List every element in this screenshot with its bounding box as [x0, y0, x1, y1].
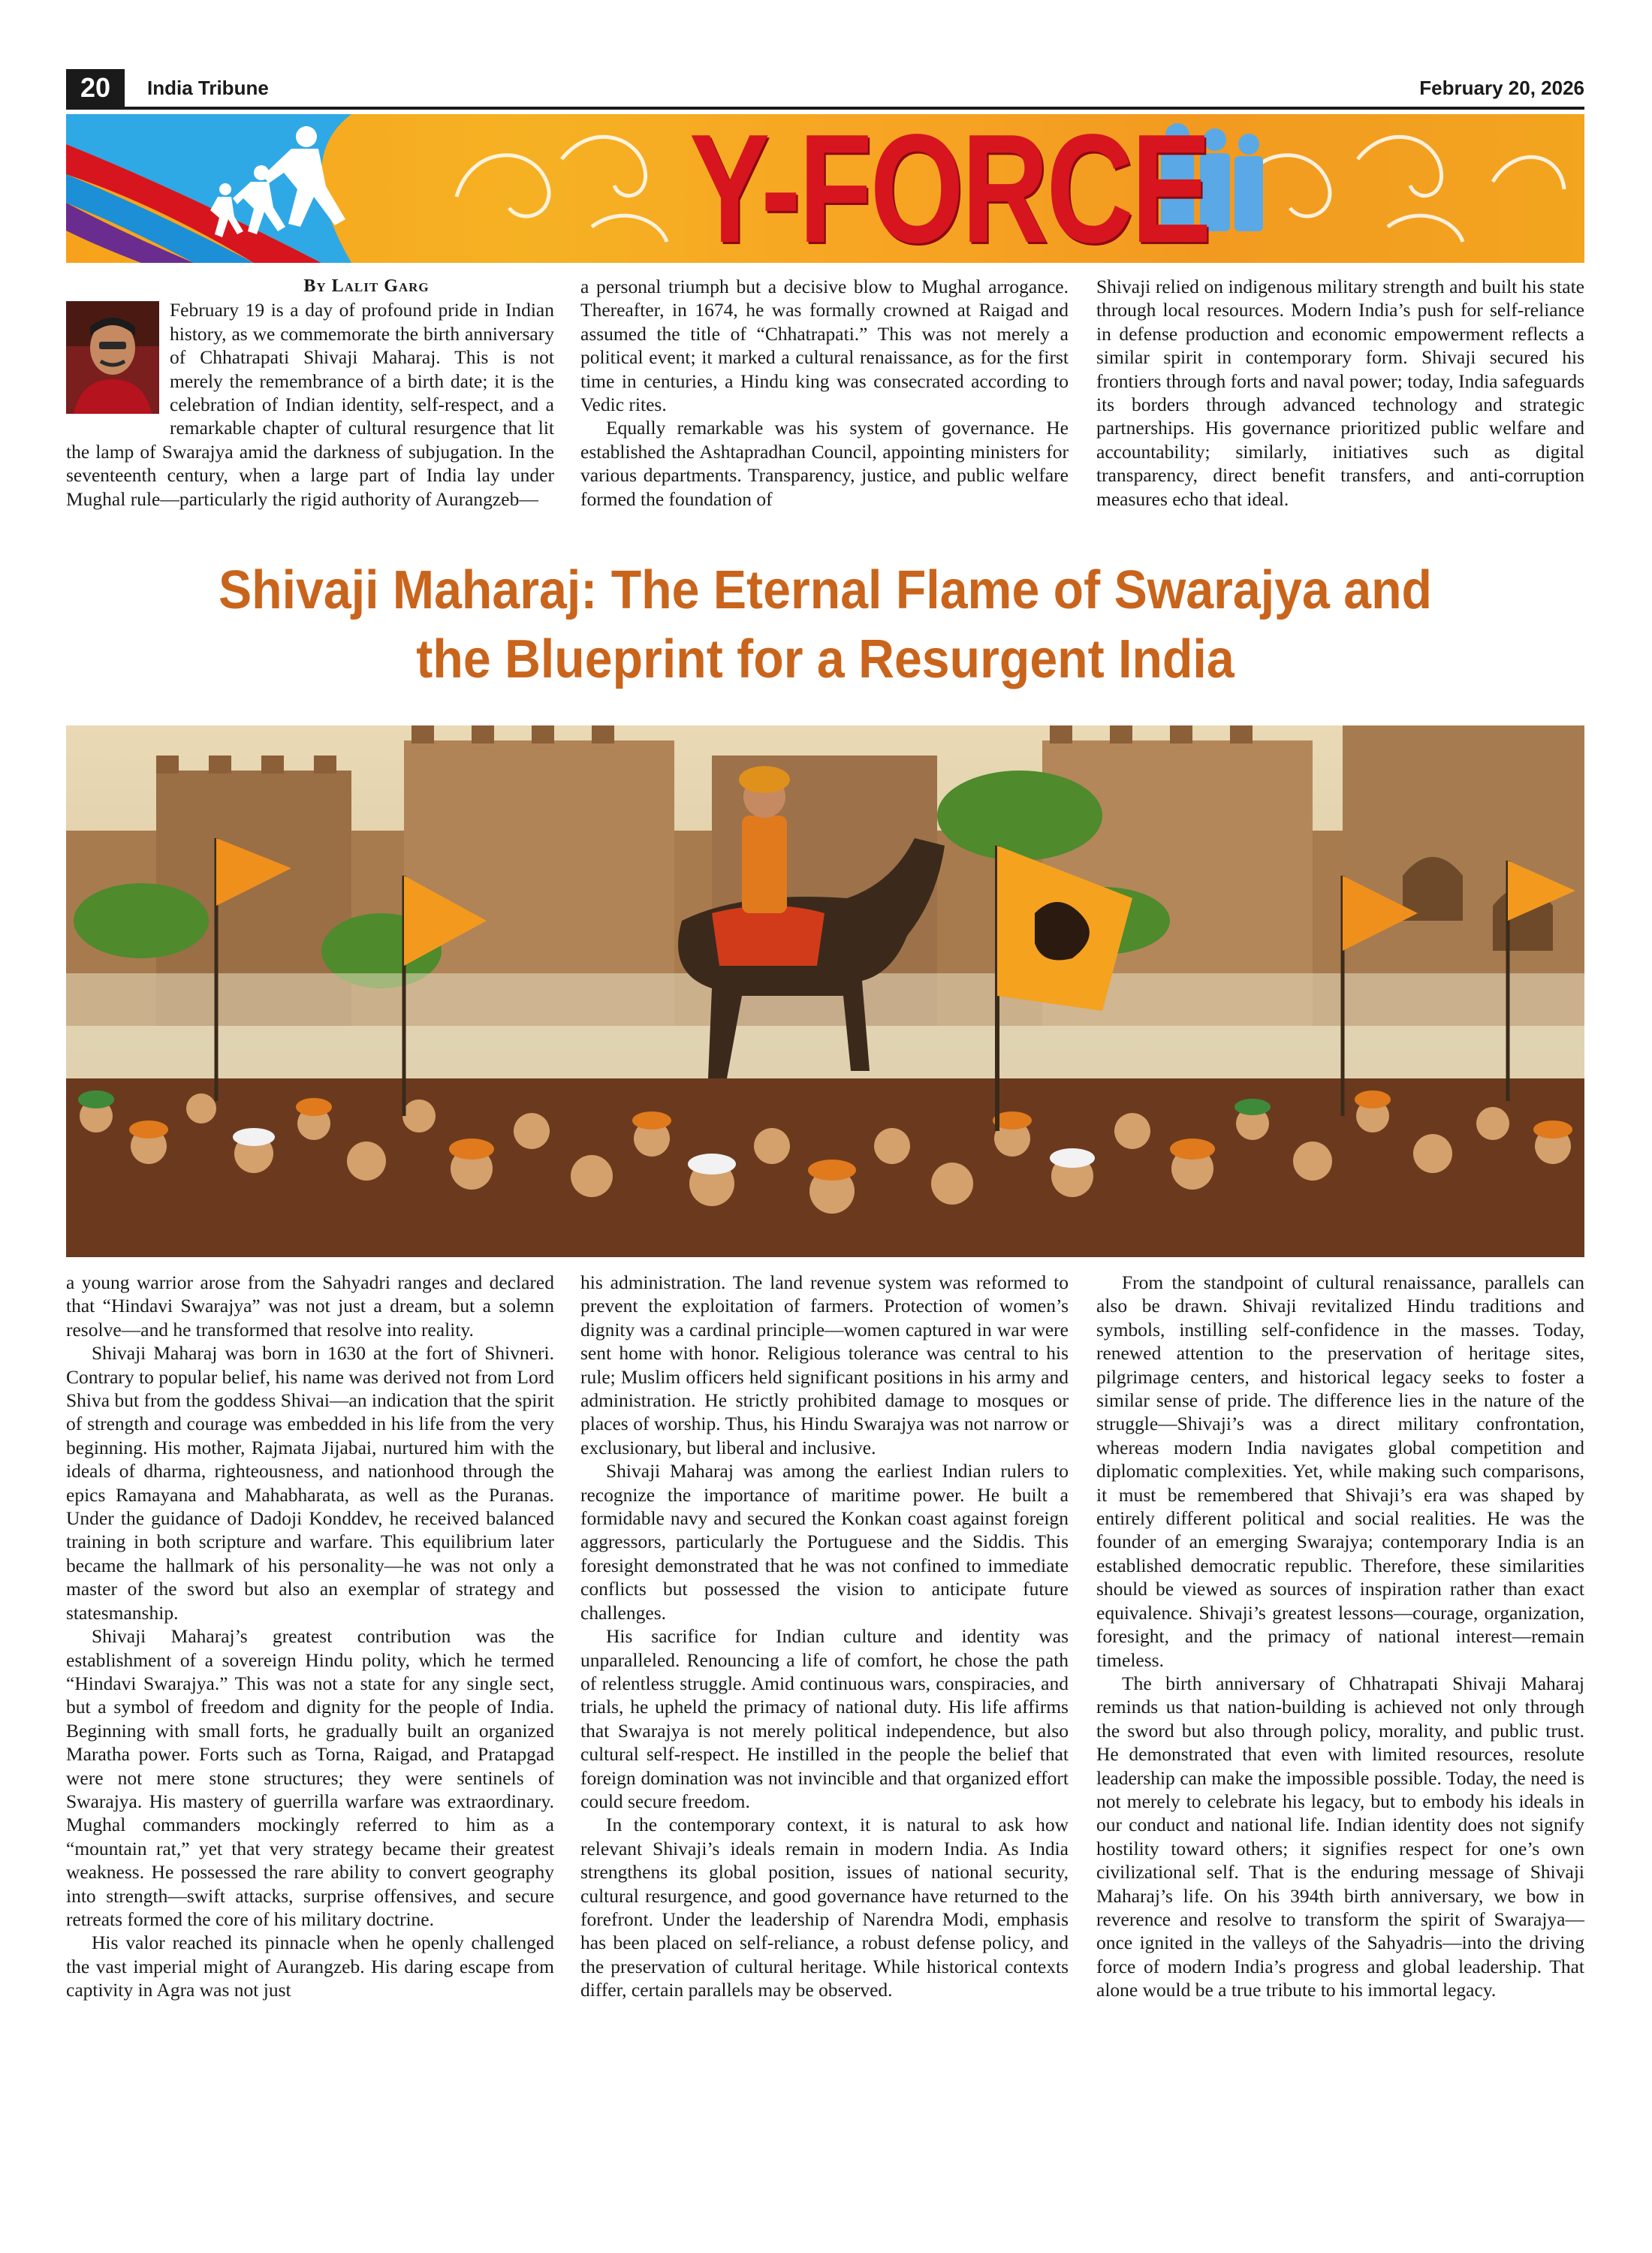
article-bottom-column-1: a young warrior arose from the Sahyadri ranges and declared that “Hindavi Swarajya” was not just a dream, but a solemn resolve—and he transformed that resolve into reality. Shivaji Maharaj was born in 1630 at the fort of Shivneri. Contrary to popular belief, his name was derived not from Lord Shiva but from the goddess Shivai—an indication that the spirit of strength and courage was embedded in his life from the very beginning. His mother, Rajmata Jijabai, nurtured him with the ideals of dharma, righteousness, and nationhood through the epics Ramayana and Mahabharata, as well as the Puranas. Under the guidance of Dadoji Konddev, he received balanced training in both scripture and warfare. This equilibrium later became the hallmark of his personality—he was not only a master of the sword but also an exemplar of strategy and statesmanship. Shivaji Maharaj’s greatest contribution was the establishment of a sovereign Hindu polity, which he termed “Hindavi Swarajya.” This was not a state for any single sect, but a symbol of freedom and dignity for the people of India. Beginning with small forts, he gradually built an organized Maratha power. Forts such as Torna, Raigad, and Pratapgad were not mere stone structures; they were sentinels of Swarajya. His mastery of guerrilla warfare was extraordinary. Mughal commanders mockingly referred to him as a “mountain rat,” yet that very strategy became their greatest weakness. He possessed the rare ability to convert geography into strength—swift attacks, surprise offensives, and secure retreats formed the core of his military doctrine. His valor reached its pinnacle when he openly challenged the vast imperial might of Aurangzeb. His daring escape from captivity in Agra was not just [66, 1271, 554, 2001]
byline: By Lalit Garg [303, 276, 430, 296]
article-top-column-3: Shivaji relied on indigenous military strength and built his state through local resources. Modern India’s push for self-reliance in defense production and economic empowerment reflects a similar spirit in contemporary form. Shivaji secured his frontiers through forts and naval power; today, India safeguards its borders through advanced technology and strategic partnerships. His governance prioritized public welfare and accountability; similarly, initiatives such as digital transparency, direct benefit transfers, and anti-corruption measures echo that ideal. [1096, 276, 1584, 510]
section-title: Y-FORCE [689, 114, 1210, 263]
issue-date: February 20, 2026 [1419, 77, 1584, 99]
crowd [66, 1078, 1584, 1257]
article-headline: Shivaji Maharaj: The Eternal Flame of Swarajya and the Blueprint for a Resurgent India [218, 560, 1433, 689]
hero-illustration [66, 725, 1584, 1257]
article-bottom-column-3: From the standpoint of cultural renaissance, parallels can also be drawn. Shivaji revitalized Hindu traditions and symbols, instilling self-confidence in the masses. Today, renewed attention to the preservation of heritage sites, pilgrimage centers, and historical legacy seeks to foster a similar sense of pride. The difference lies in the nature of the struggle—Shivaji’s was a direct military confrontation, whereas modern India navigates global competition and diplomatic complexities. Yet, while making such comparisons, it must be remembered that Shivaji’s era was shaped by entirely different political and social realities. He was the founder of an emerging Swarajya; contemporary India is an established democratic republic. Therefore, these similarities should be viewed as sources of inspiration rather than exact equivalence. Shivaji’s greatest lessons—courage, organization, foresight, and the primacy of national interest—remain timeless. The birth anniversary of Chhatrapati Shivaji Maharaj reminds us that nation-building is achieved not only through the sword but also through policy, morality, and public trust. He demonstrated that even with limited resources, resolute leadership can make the impossible possible. Today, the need is not merely to celebrate his legacy, but to embody his ideals in our conduct and national life. Indian identity does not signify hostility toward others; it signifies respect for one’s own civilizational self. That is the enduring message of Shivaji Maharaj’s life. On his 394th birth anniversary, we bow in reverence and resolve to transform the spirit of Swarajya—once ignited in the valleys of the Sahyadris—into the driving force of modern India’s progress and global leadership. That alone would be a true tribute to his immortal legacy. [1096, 1271, 1584, 2001]
page-number: 20 [66, 69, 125, 107]
author-photo [66, 301, 159, 414]
article-bottom-column-2: his administration. The land revenue system was reformed to prevent the exploitation of farmers. Protection of women’s dignity was a cardinal principle—women captured in war were sent home with honor. Religious tolerance was central to his rule; Muslim officers held significant positions in his army and administration. He strictly prohibited damage to mosques or places of worship. Thus, his Hindu Swarajya was not narrow or exclusionary, but liberal and inclusive. Shivaji Maharaj was among the earliest Indian rulers to recognize the importance of maritime power. He built a formidable navy and secured the Konkan coast against foreign aggressors, particularly the Portuguese and the Siddis. This foresight demonstrated that he was not confined to immediate conflicts but possessed the vision to anticipate future challenges. His sacrifice for Indian culture and identity was unparalleled. Renouncing a life of comfort, he chose the path of relentless struggle. Amid continuous wars, conspiracies, and trials, he upheld the primacy of national duty. His life affirms that Swarajya is not merely political independence, but also cultural self-respect. He instilled in the people the belief that foreign domination was not invincible and that organized effort could secure freedom. In the contemporary context, it is natural to ask how relevant Shivaji’s ideals remain in modern India. As India strengthens its global position, issues of national security, cultural resurgence, and good governance have returned to the forefront. Under the leadership of Narendra Modi, emphasis has been placed on self-reliance, a robust defense policy, and the preservation of cultural heritage. While historical contexts differ, certain parallels may be observed. [580, 1271, 1069, 2001]
author-name: Lalit Garg [331, 276, 430, 296]
article-top-column-1: By Lalit Garg February 19 is a day of profound pride in Indian history, as we commemorate the birth anniversary of Chhatrapati Shivaji Maharaj. This is not merely the remembrance of a birth date; it is the celebration of Indian identity, self-respect, and a remarkable chapter of cultural resurgence that lit the lamp of Swarajya amid the darkness of subjugation. In the seventeenth century, when a large part of India lay under Mughal rule—particularly the rigid authority of Aurangzeb— [66, 276, 554, 510]
section-banner [66, 114, 1584, 263]
page-header [66, 66, 1584, 110]
publication-name: India Tribune [147, 77, 269, 99]
article-top-column-2: a personal triumph but a decisive blow to Mughal arrogance. Thereafter, in 1674, he was formally crowned at Raigad and assumed the title of “Chhatrapati.” This was not merely a political event; it marked a cultural renaissance, as for the first time in centuries, a Hindu king was consecrated according to Vedic rites. Equally remarkable was his system of governance. He established the Ashtapradhan Council, appointing ministers for various departments. Transparency, justice, and public welfare formed the foundation of [580, 276, 1069, 510]
